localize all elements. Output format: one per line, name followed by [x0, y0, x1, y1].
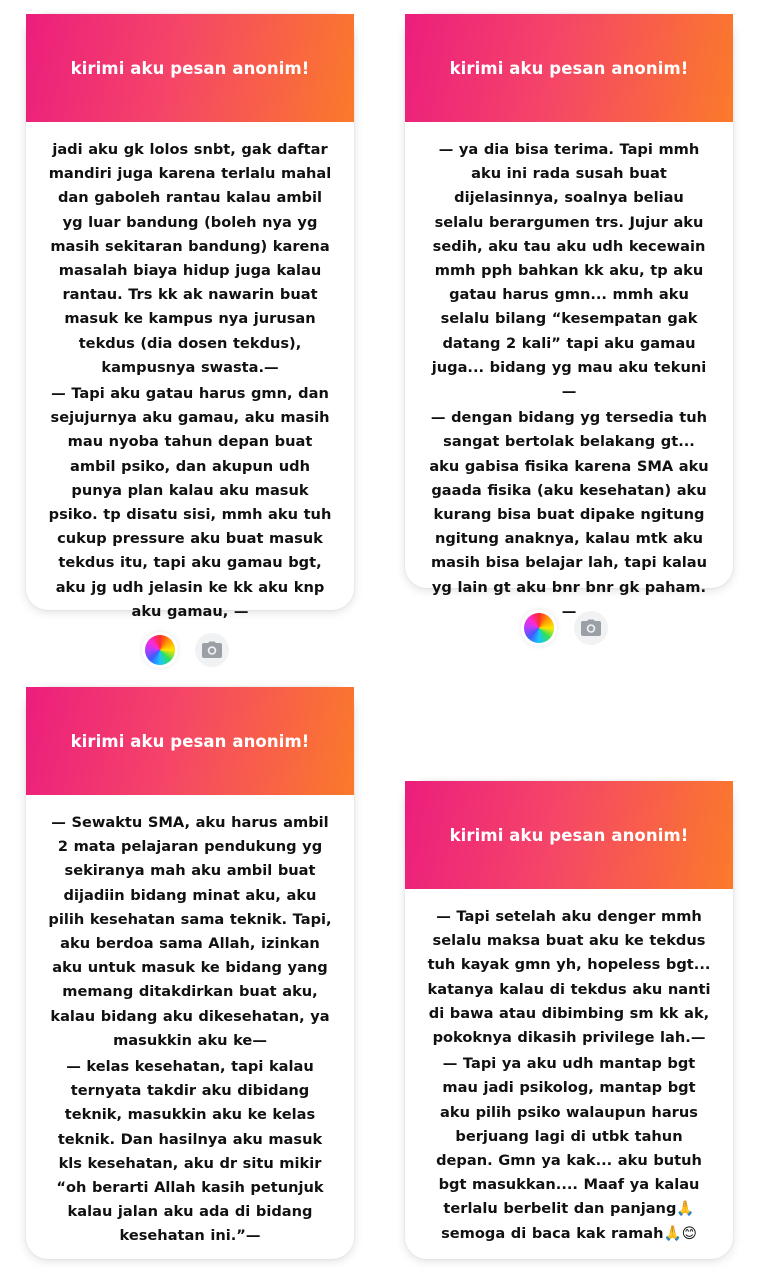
- message-text: — Tapi setelah aku denger mmh selalu maksa buat aku ke tekdus tuh kayak gmn yh, hopeless bgt... katanya kalau di tekdus aku nanti di bawa atau dibimbing sm kk ak, pokoknya dikasih privilege lah.—: [427, 908, 711, 1047]
- card-title: kirimi aku pesan anonim!: [70, 731, 310, 751]
- card-header: [26, 14, 354, 122]
- card-body: [405, 889, 733, 1246]
- message-text: — kelas kesehatan, tapi kalau ternyata takdir aku dibidang teknik, masukkin aku ke kelas teknik. Dan hasilnya aku masuk kls kesehatan, aku dr situ mikir “oh berarti Allah kasih petunjuk kalau jalan aku ada di bidang kesehatan ini.”—: [56, 1058, 324, 1245]
- message-text: — Tapi ya aku udh mantap bgt mau jadi psikolog, mantap bgt aku pilih psiko walaupun harus berjuang lagi di utbk tahun depan. Gmn ya kak... aku butuh bgt masukkan.... Maaf ya kalau terlalu berbelit dan panjang🙏 semoga di baca kak ramah🙏😊: [436, 1055, 702, 1242]
- camera-icon[interactable]: [195, 633, 229, 667]
- message-text: — Tapi aku gatau harus gmn, dan sejujurnya aku gamau, aku masih mau nyoba tahun depan buat ambil psiko, dan akupun udh punya plan kalau aku masuk psiko. tp disatu sisi, mmh aku tuh cukup pressure aku buat masuk tekdus itu, tapi aku gamau bgt, aku jg udh jelasin ke kk aku knp aku gamau, —: [48, 385, 332, 620]
- message-text: jadi aku gk lolos snbt, gak daftar mandiri juga karena terlalu mahal dan gaboleh rantau kalau ambil yg luar bandung (boleh nya yg masih sekitaran bandung) karena masalah biaya hidup juga kalau rantau. Trs kk ak nawarin buat masuk ke kampus nya jurusan tekdus (dia dosen tekdus), kampusnya swasta.—: [48, 141, 332, 376]
- card-body: [26, 122, 354, 624]
- message-text: — ya dia bisa terima. Tapi mmh aku ini rada susah buat dijelasinnya, soalnya beliau selalu berargumen trs. Jujur aku sedih, aku tau aku udh kecewain mmh pph bahkan kk aku, tp aku gatau harus gmn... mmh aku selalu bilang “kesempatan gak datang 2 kali” tapi aku gamau juga... bidang yg mau aku tekuni—: [431, 141, 707, 401]
- anonymous-message-card-1: [26, 14, 354, 620]
- anonymous-message-card-3: [26, 687, 354, 1259]
- card-title: kirimi aku pesan anonim!: [449, 825, 689, 845]
- anonymous-message-card-2: [405, 14, 733, 620]
- card-body: [405, 122, 733, 624]
- card-title: kirimi aku pesan anonim!: [449, 58, 689, 78]
- card-header: [26, 687, 354, 795]
- rainbow-color-icon[interactable]: [145, 635, 175, 665]
- card-header: [405, 781, 733, 889]
- rainbow-color-icon[interactable]: [524, 613, 554, 643]
- message-text: — Sewaktu SMA, aku harus ambil 2 mata pelajaran pendukung yg sekiranya mah aku ambil buat dijadiin bidang minat aku, aku pilih kesehatan sama teknik. Tapi, aku berdoa sama Allah, izinkan aku untuk masuk ke bidang yang memang ditakdirkan buat aku, kalau bidang aku dikesehatan, ya masukkin aku ke—: [48, 814, 332, 1049]
- card-2-action-row: [524, 611, 608, 645]
- card-body: [26, 795, 354, 1249]
- message-text: — dengan bidang yg tersedia tuh sangat bertolak belakang gt... aku gabisa fisika karena SMA aku gaada fisika (aku kesehatan) aku kurang bisa buat dipake ngitung ngitung anaknya, kalau mtk aku masih bisa belajar lah, tapi kalau yg lain gt aku bnr bnr gk paham.—: [429, 409, 709, 620]
- anonymous-message-card-4: [405, 781, 733, 1259]
- card-1-action-row: [145, 633, 229, 667]
- card-title: kirimi aku pesan anonim!: [70, 58, 310, 78]
- camera-icon[interactable]: [574, 611, 608, 645]
- card-header: [405, 14, 733, 122]
